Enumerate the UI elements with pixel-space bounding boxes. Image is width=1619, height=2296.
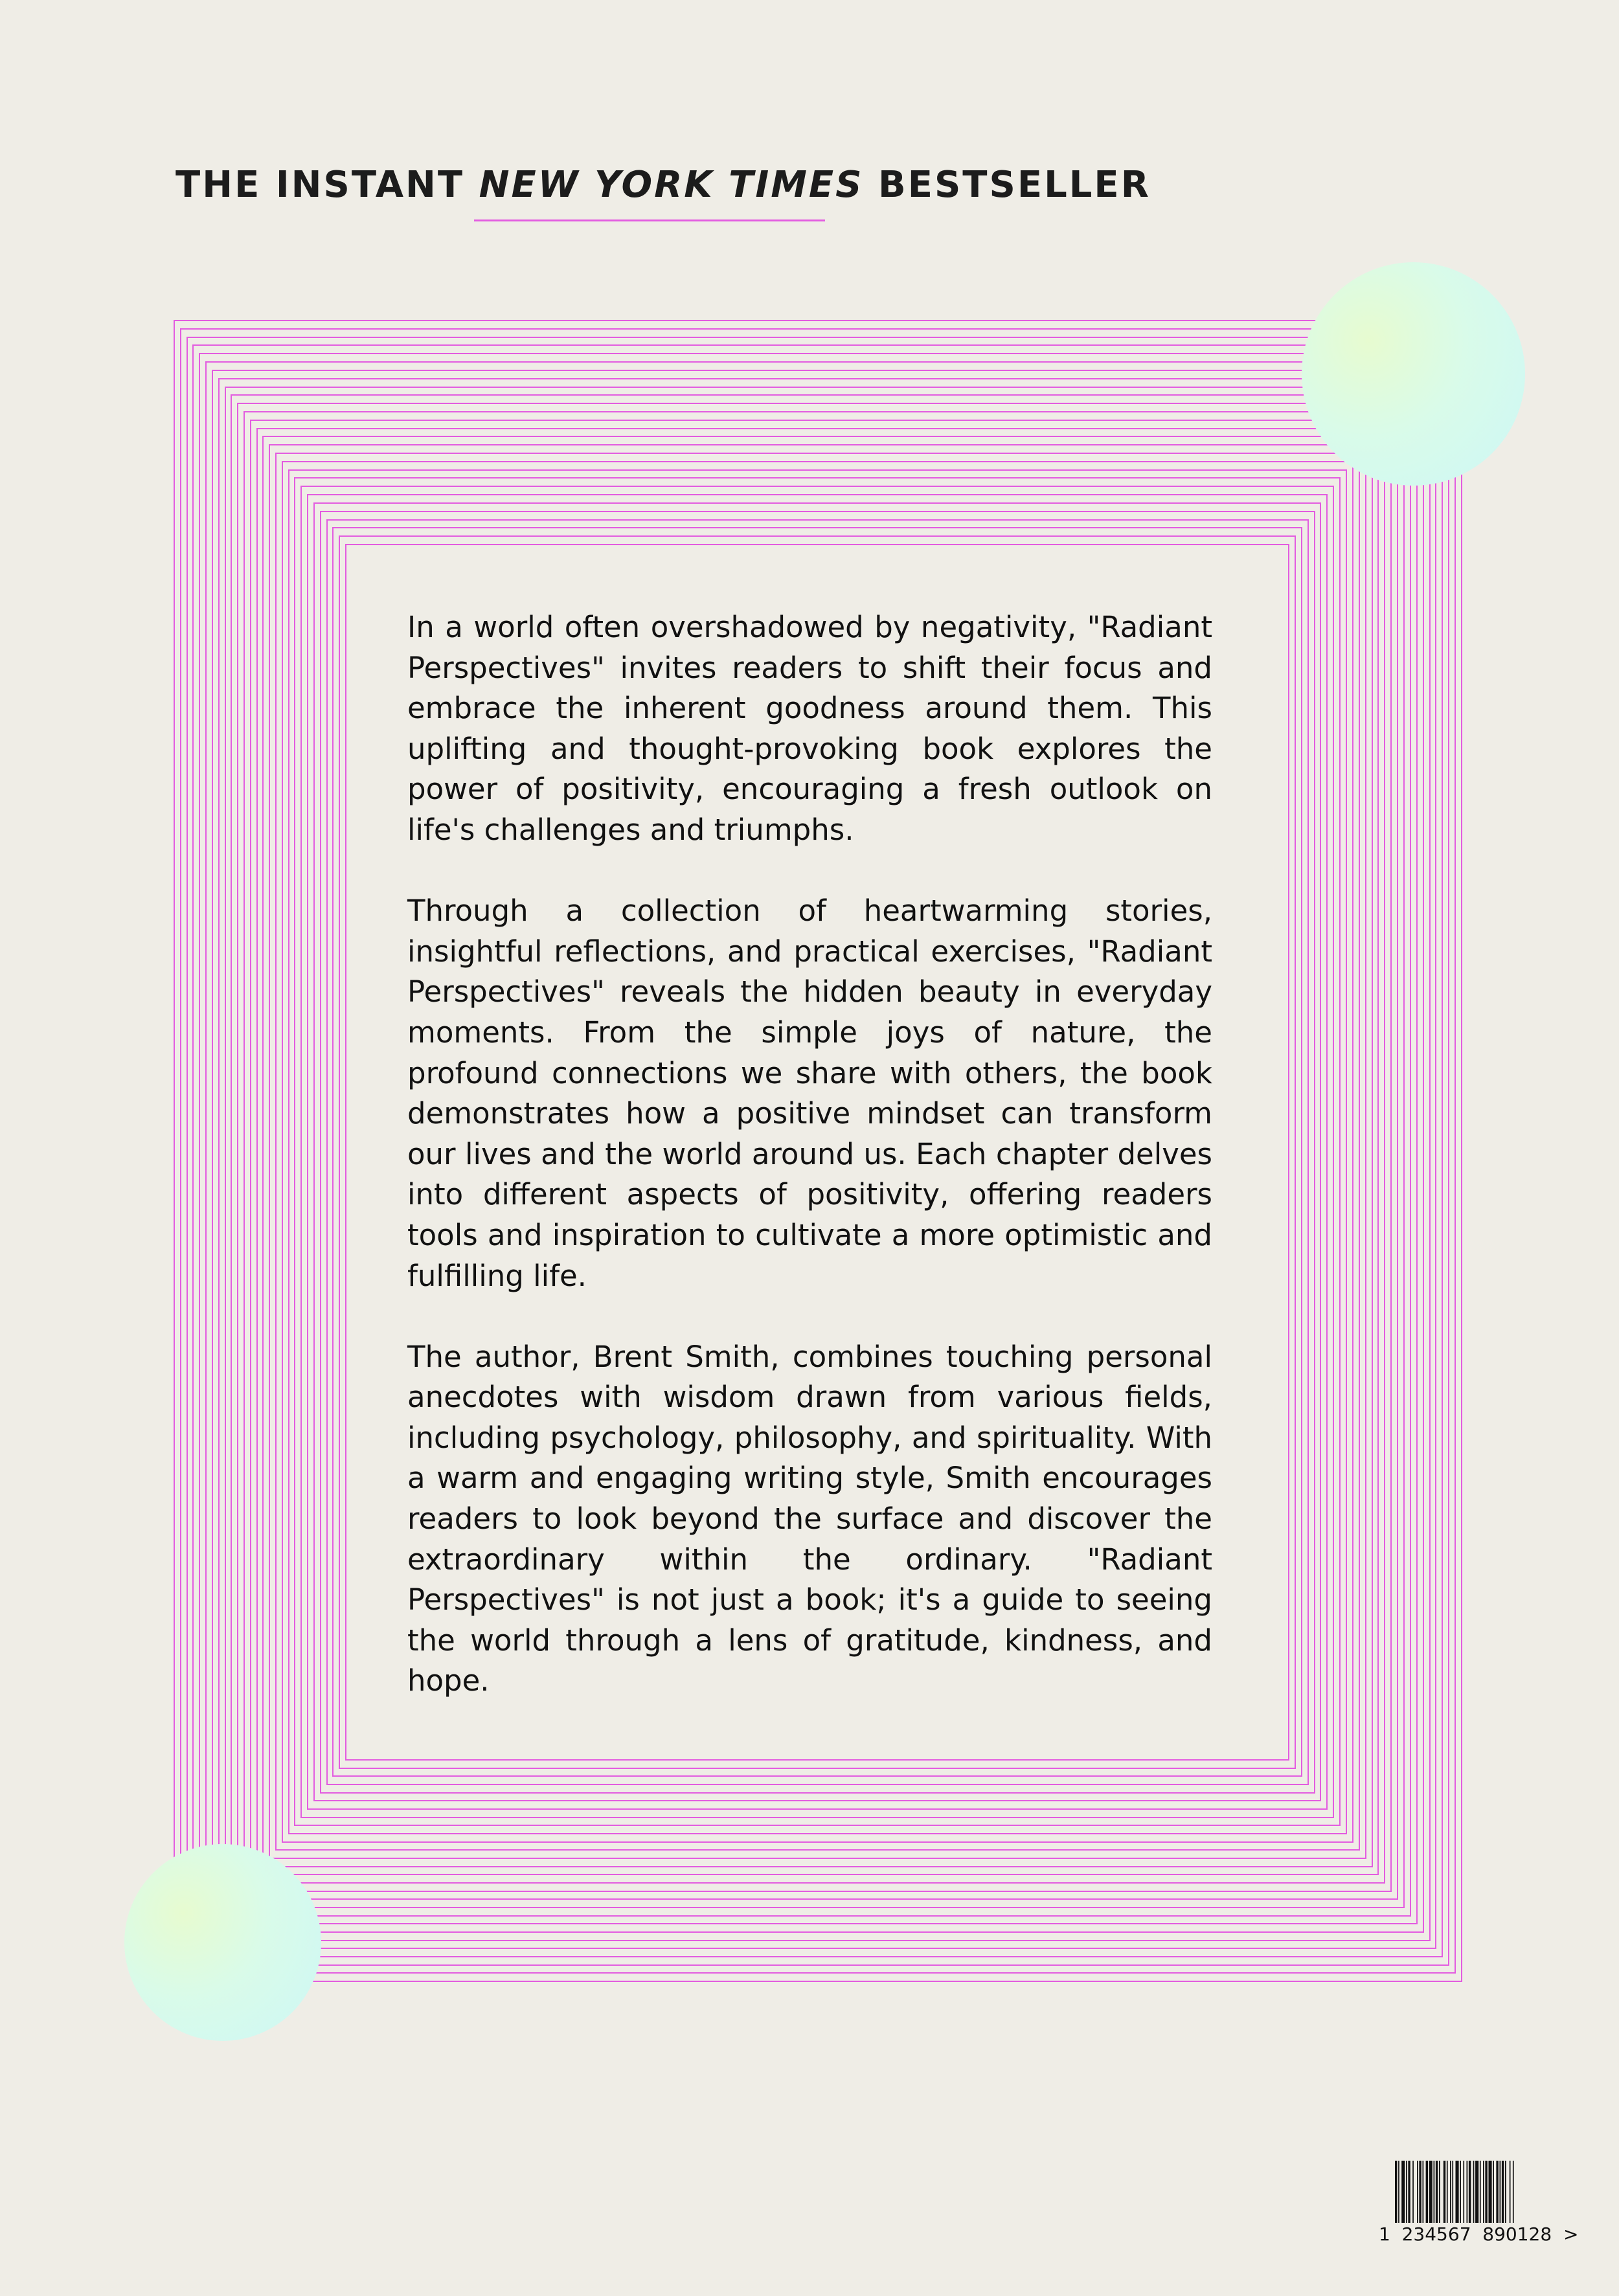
barcode-bar: [1412, 2161, 1414, 2223]
barcode-bar: [1493, 2161, 1494, 2223]
barcode-bar: [1444, 2161, 1445, 2223]
barcode-bar: [1475, 2161, 1478, 2223]
barcode-bar: [1480, 2161, 1481, 2223]
barcode-bar: [1473, 2161, 1475, 2223]
book-description: [407, 607, 1212, 1742]
barcode-bar: [1439, 2161, 1440, 2223]
barcode-bar: [1429, 2161, 1432, 2223]
gradient-circle-top: [1302, 262, 1525, 486]
heading-suffix: BESTSELLER: [863, 164, 1151, 206]
barcode-bar: [1434, 2161, 1435, 2223]
barcode-bar: [1395, 2161, 1397, 2223]
barcode-bar: [1423, 2161, 1424, 2223]
barcode-bar: [1426, 2161, 1428, 2223]
barcode-bar: [1447, 2161, 1448, 2223]
barcode-bar: [1408, 2161, 1410, 2223]
description-paragraph: In a world often overshadowed by negativity, "Radiant Perspectives" invites readers to shift their focus and embrace the inherent goodness around them. This uplifting and thought-provoking book explores the power of positivity, encouraging a fresh outlook on life's challenges and triumphs.: [407, 610, 1212, 847]
barcode-bar: [1513, 2161, 1514, 2223]
barcode-bar: [1467, 2161, 1468, 2223]
barcode-bar: [1456, 2161, 1459, 2223]
heading-prefix: THE INSTANT: [175, 164, 479, 206]
barcode-bar: [1483, 2161, 1484, 2223]
barcode-bar: [1469, 2161, 1471, 2223]
barcode-bar: [1463, 2161, 1464, 2223]
barcode-bar: [1489, 2161, 1492, 2223]
barcode-bar: [1496, 2161, 1498, 2223]
barcode-bar: [1500, 2161, 1501, 2223]
description-paragraph: Through a collection of heartwarming stories, insightful reflections, and practical exercises, "Radiant Perspectives" reveals the hidden beauty in everyday moments. From the simple joys of nature, the profound connections we share with others, the book demonstrates how a positive mindset can transform our lives and the world around us. Each chapter delves into different aspects of positivity, offering readers tools and inspiration to cultivate a more optimistic and fulfilling life.: [407, 894, 1212, 1293]
heading-underline: [474, 219, 825, 221]
barcode-bar: [1401, 2161, 1405, 2223]
barcode-bar: [1485, 2161, 1487, 2223]
barcode-number: 1 234567 890128 >: [1379, 2223, 1579, 2245]
barcode-bar: [1460, 2161, 1461, 2223]
description-paragraph: The author, Brent Smith, combines touching personal anecdotes with wisdom drawn from various fields, including psychology, philosophy, and spirituality. With a warm and engaging writing style, Smith encourages readers to look beyond the surface and discover the extraordinary within the ordinary. "Radiant Perspectives" is not just a book; it's a guide to seeing the world through a lens of gratitude, kindness, and hope.: [407, 1339, 1212, 1698]
barcode-bar: [1436, 2161, 1438, 2223]
heading-emphasis: NEW YORK TIMES: [479, 164, 864, 206]
barcode-bar: [1502, 2161, 1504, 2223]
gradient-circle-bottom: [124, 1844, 321, 2041]
barcode-bar: [1417, 2161, 1418, 2223]
barcode-bar: [1398, 2161, 1399, 2223]
barcode-bar: [1505, 2161, 1506, 2223]
barcode-bar: [1406, 2161, 1407, 2223]
barcode-bar: [1510, 2161, 1511, 2223]
bestseller-heading: [175, 164, 1151, 206]
barcode-bar: [1419, 2161, 1421, 2223]
barcode-bar: [1452, 2161, 1453, 2223]
barcode-bar: [1450, 2161, 1451, 2223]
